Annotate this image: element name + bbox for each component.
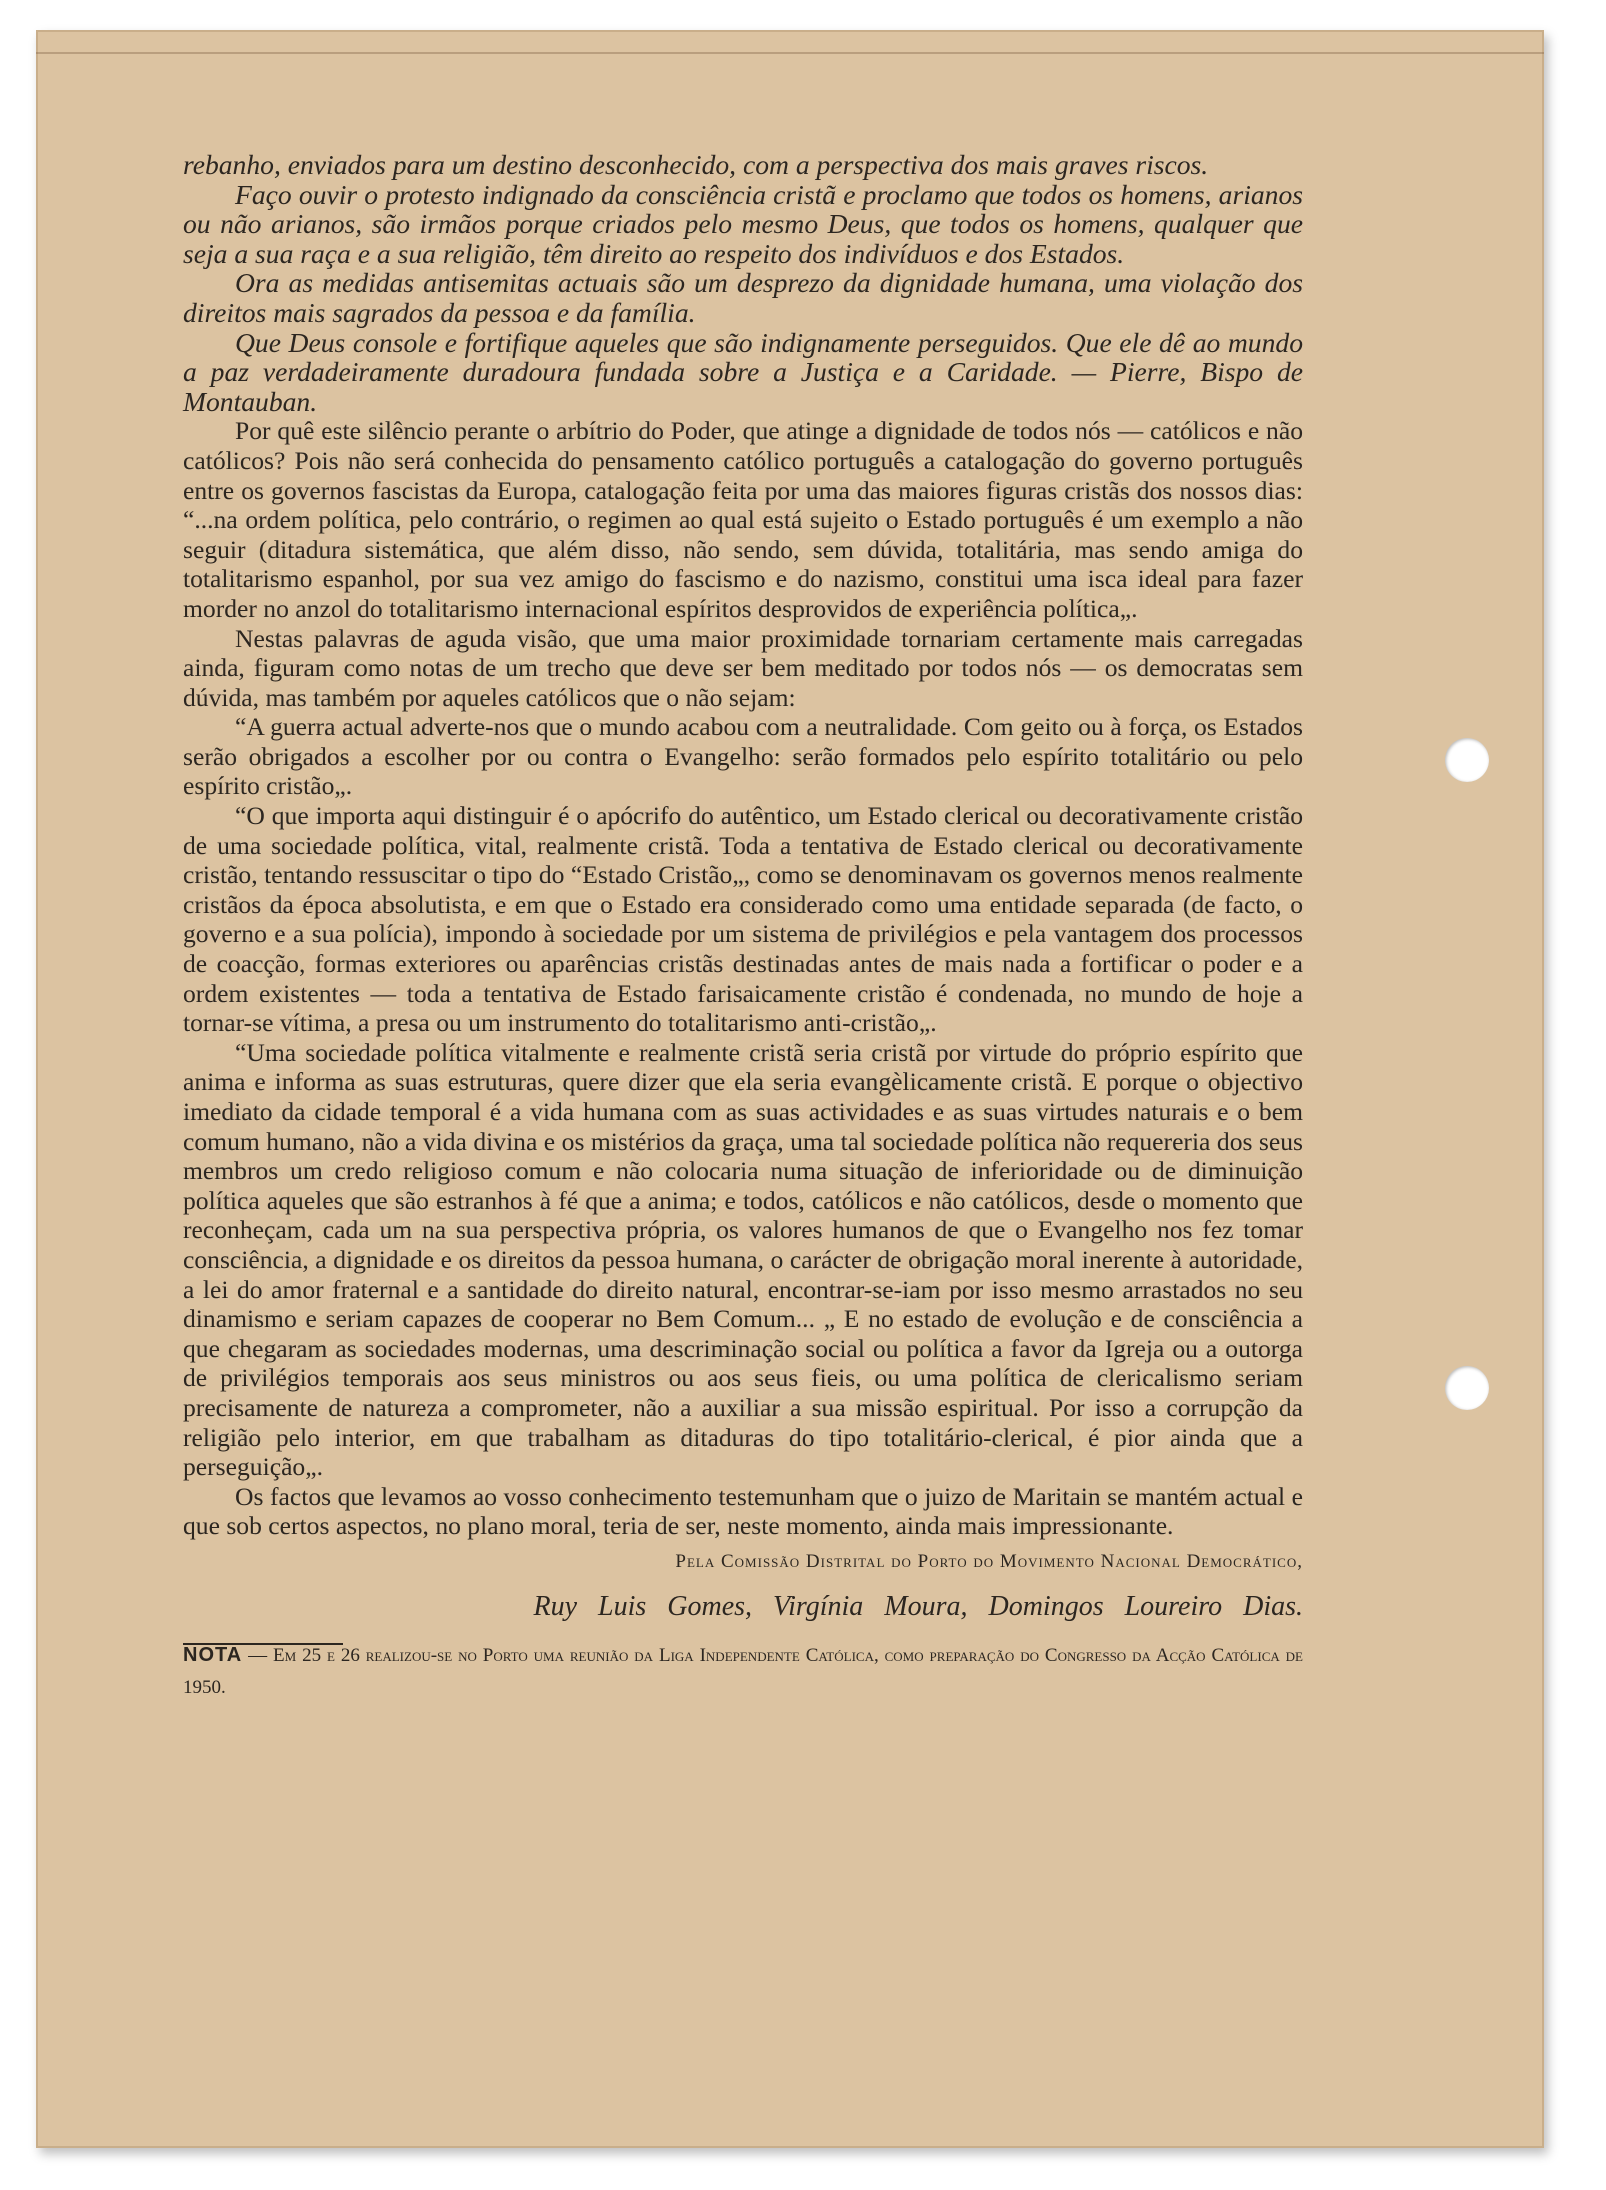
document-body [183, 150, 1303, 1704]
body-paragraph-2: Nestas palavras de aguda visão, que uma maior proximidade tornariam certamente mais carregadas ainda, figuram como notas de um trecho que deve ser bem meditado por todos nós — os democratas sem dúvida, mas também por aqueles católicos que o não sejam: [183, 623, 1303, 712]
note [183, 1639, 1303, 1704]
italic-paragraph-2: Faço ouvir o protesto indignado da consciência cristã e proclamo que todos os homens, arianos ou não arianos, são irmãos porque criados pelo mesmo Deus, que todos os homens, qualquer que seja a sua raça e a sua religião, têm direito ao respeito dos indivíduos e dos Estados. [183, 178, 1303, 269]
italic-paragraph-4: Que Deus console e fortifique aqueles que são indignamente perseguidos. Que ele dê ao mundo a paz verdadeiramente duradoura fundada sobre a Justiça e a Caridade. — Pierre, Bispo de Montauban. [183, 326, 1303, 417]
quote-paragraph-2: “O que importa aqui distinguir é o apócrifo do autêntico, um Estado clerical ou decorativamente cristão de uma sociedade política, vital, realmente cristã. Toda a tentativa de Estado clerical ou decorativamente cristão, tentando ressuscitar o tipo do “Estado Cristão„, como se denominavam os governos menos realmente cristãos da época absolutista, e em que o Estado era considerado como uma entidade separada (de facto, o governo e a sua polícia), impondo à sociedade por um sistema de privilégios e pela vantagem dos processos de coacção, formas exteriores ou aparências cristãs destinadas antes de mais nada a fortificar o poder e a ordem existentes — toda a tentativa de Estado farisaicamente cristão é condenada, no mundo de hoje a tornar-se vítima, a presa ou um instrumento do totalitarismo anti-cristão„. [183, 801, 1303, 1038]
italic-paragraph-1: rebanho, enviados para um destino desconhecido, com a perspectiva dos mais graves riscos. [183, 149, 1209, 180]
note-text: — Em 25 e 26 realizou-se no Porto uma reunião da Liga Independente Católica, como preparação do Congresso da Acção Católica de 1950. [183, 1644, 1303, 1698]
quote-paragraph-3: “Uma sociedade política vitalmente e realmente cristã seria cristã por virtude do próprio espírito que anima e informa as suas estruturas, quere dizer que ela seria evangèlicamente cristã. E porque o objectivo imediato da cidade temporal é a vida humana com as suas actividades e as suas virtudes naturais e o bem comum humano, não a vida divina e os mistérios da graça, uma tal sociedade política não requereria dos seus membros um credo religioso comum e não colocaria numa situação de inferioridade ou de diminuição política aqueles que são estranhos à fé que a anima; e todos, católicos e não católicos, desde o momento que reconheçam, cada um na sua perspectiva própria, os valores humanos de que o Evangelho nos fez tomar consciência, a dignidade e os direitos da pessoa humana, o carácter de obrigação moral inerente à autoridade, a lei do amor fraternal e a santidade do direito natural, encontrar-se-iam por isso mesmo arrastados no seu dinamismo e seriam capazes de cooperar no Bem Comum... „ E no estado de evolução e de consciência a que chegaram as sociedades modernas, uma descriminação social ou política a favor da Igreja ou a outorga de privilégios temporais aos seus ministros ou aos seus fieis, ou uma política de clericalismo seriam precisamente de natureza a comprometer, não a auxiliar a sua missão espiritual. Por isso a corrupção da religião pelo interior, em que trabalham as ditaduras do tipo totalitário-clerical, é pior ainda que a perseguição„. [183, 1037, 1303, 1482]
signature-line: Pela Comissão Distrital do Porto do Movimento Nacional Democrático, [675, 1550, 1303, 1572]
signatories: Ruy Luis Gomes, Virgínia Moura, Domingos Loureiro Dias. [533, 1590, 1303, 1622]
note-label: NOTA [183, 1643, 243, 1666]
fold-line [36, 52, 1544, 54]
italic-paragraph-3: Ora as medidas antisemitas actuais são um desprezo da dignidade humana, uma violação dos direitos mais sagrados da pessoa e da família. [183, 267, 1303, 328]
punch-hole-top [1445, 738, 1489, 782]
quote-paragraph-1: “A guerra actual adverte-nos que o mundo acabou com a neutralidade. Com geito ou à força, os Estados serão obrigados a escolher por ou contra o Evangelho: serão formados pelo espírito totalitário ou pelo espírito cristão„. [183, 712, 1303, 801]
body-paragraph-1: Por quê este silêncio perante o arbítrio do Poder, que atinge a dignidade de todos nós — católicos e não católicos? Pois não será conhecida do pensamento católico português a catalogação do governo português entre os governos fascistas da Europa, catalogação feita por uma das maiores figuras cristãs dos nossos dias: “...na ordem política, pelo contrário, o regimen ao qual está sujeito o Estado português é um exemplo a não seguir (ditadura sistemática, que além disso, não sendo, sem dúvida, totalitária, mas sendo amiga do totalitarismo espanhol, por sua vez amigo do fascismo e do nazismo, constitui uma isca ideal para fazer morder no anzol do totalitarismo internacional espíritos desprovidos de experiência política„. [183, 416, 1303, 623]
punch-hole-bottom [1445, 1366, 1489, 1410]
closing-paragraph: Os factos que levamos ao vosso conhecimento testemunham que o juizo de Maritain se mantém actual e que sob certos aspectos, no plano moral, teria de ser, neste momento, ainda mais impressionante. [183, 1481, 1303, 1541]
